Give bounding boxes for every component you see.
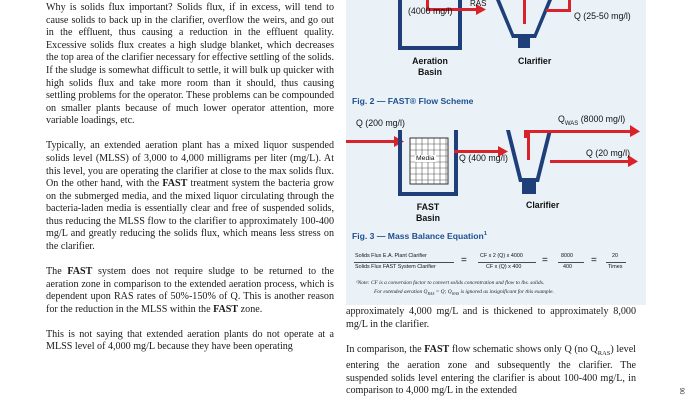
- fast-basin-floor: [398, 192, 458, 196]
- result-value: 20: [612, 253, 618, 259]
- figure3-title-text: Fig. 3 — Mass Balance Equation: [352, 231, 484, 241]
- fast-brand: FAST: [213, 303, 239, 315]
- fast-basin-wall-right: [454, 130, 458, 196]
- footnote-line-1: ¹Note: CF is a conversion factor to convert solids concentration and flow to lbs. solids.: [356, 280, 545, 286]
- paragraph-text: treatment system the bacteria grow on the submerged media, and the mixed liquor circulating through the bacteria-laden media is essentially clear and free of suspended solids, thus reducing the MLSS flow to the clarifier to approximately 100-400 mg/L and greatly reducing the solids flux, which means less stress on the clarifier.: [46, 178, 334, 253]
- fast-brand: FAST: [67, 266, 93, 278]
- fraction-bar-lhs: [354, 262, 454, 263]
- fraction-bar-result: [606, 262, 626, 263]
- figure3-title: [352, 231, 487, 241]
- was-arrow: [630, 125, 640, 137]
- fast-basin-label: FAST Basin: [416, 202, 440, 223]
- paragraph-extended-aeration: This is not saying that extended aeration plants do not operate at a MLSS level of 4,000 mg/L because they have been operating: [46, 328, 334, 353]
- right-column: [346, 306, 636, 400]
- paragraph-thickened: approximately 4,000 mg/L and is thickened to approximately 8,000 mg/L in the clarifier.: [346, 306, 636, 330]
- num-denominator: 400: [563, 264, 572, 270]
- was-label: [558, 114, 625, 127]
- paragraph-solids-flux: [46, 2, 334, 128]
- result-unit: Times: [608, 264, 623, 270]
- lhs-numerator: Solids Flux E.A. Plant Clarifier: [355, 253, 427, 259]
- footnote-sub: RAS: [427, 291, 435, 297]
- aeration-basin-label: Aeration Basin: [412, 56, 448, 77]
- basin-wall-right: [458, 0, 462, 50]
- paragraph-text: The: [46, 266, 68, 278]
- paragraph-text: Typically, an extended aeration plant has a mixed liquor suspended solids level (MLSS) of 3,000 to 4,000 milligrams per liter (mg/L). At this level, you are operating the clarifier at close to the max solids flux. On the other hand, with the: [46, 140, 334, 190]
- paragraph-comparison: [346, 344, 636, 398]
- fast-basin-wall-left: [398, 130, 402, 196]
- top-effluent-label: Q (25-50 mg/l): [574, 11, 631, 21]
- lhs-denominator: Solids Flux FAST System Clarifier: [355, 264, 436, 270]
- footnote-text: = Q; Q: [434, 289, 452, 295]
- figure-panel: [346, 0, 646, 305]
- effluent-label: Q (20 mg/l): [586, 148, 630, 158]
- effluent-line: [546, 9, 568, 12]
- footnote-text: is ignored as insignificant for this example.: [459, 289, 554, 295]
- was-value: (8000 mg/l): [578, 114, 626, 124]
- clarifier-baffle: [523, 0, 526, 24]
- equals-sign-2: =: [542, 255, 548, 266]
- clarifier-label: Clarifier: [518, 56, 552, 66]
- influent-label: Q (200 mg/l): [356, 118, 405, 128]
- figure2-title: Fig. 2 — FAST® Flow Scheme: [352, 96, 474, 106]
- lead-question: Why is solids flux important?: [46, 2, 173, 13]
- figure3-title-sup: 1: [483, 231, 487, 238]
- fraction-bar-num: [558, 262, 584, 263]
- equals-sign-1: =: [461, 255, 467, 266]
- fast-brand: FAST: [424, 343, 450, 355]
- paragraph-text: flow schematic shows only Q (no Q: [449, 343, 598, 355]
- was-subscript: WAS: [564, 120, 579, 127]
- equals-sign-3: =: [591, 255, 597, 266]
- fraction-bar-mid: [478, 262, 536, 263]
- footnote-sub: WAS: [451, 291, 460, 297]
- mid-numerator: CF x 2 (Q) x 4000: [480, 253, 523, 259]
- clarifier2-baffle: [527, 130, 530, 160]
- num-numerator: 8000: [561, 253, 573, 259]
- paragraph-text: ) level entering the aeration zone and subsequently the clarifier. The suspended solids level entering the clarifier is about 100-400 mg/L, in comparison to 4,000 mg/L in the extended: [346, 343, 636, 397]
- page-mark: 06: [680, 387, 687, 395]
- fast-brand: FAST: [162, 178, 188, 190]
- paragraph-text: zone.: [238, 303, 263, 315]
- effluent-riser: [568, 0, 571, 12]
- paragraph-ras: [46, 266, 334, 316]
- clarifier2-label: Clarifier: [526, 200, 560, 210]
- ras-label: RAS: [470, 0, 487, 8]
- footnote-text: For extended aeration Q: [374, 289, 428, 295]
- clarifier2-outlet: [522, 180, 536, 194]
- basin-wall-left: [398, 0, 402, 50]
- was-q: Q: [558, 114, 565, 124]
- clarifier-outlet: [518, 36, 530, 48]
- mid-denominator: CF x (Q) x 400: [486, 264, 522, 270]
- left-column: [46, 2, 334, 366]
- paragraph-text: Solids flux, if in excess, will tend to cause solids to back up in the clarifier, overflow the weirs, and go out in the effluent, thus causing a reduction in the effluent quality. Excessive solids flux creates a high sludge blanket, which decreases the top area of the clarifier necessary for effective settling of the solids. If the sludge is somewhat difficult to settle, it will bulk up quicker with high solids flux and take more room than it should, thus causing settling problems for the operator. These problems can be compounded on smaller plants because of much lower operator attention, more variable loadings, etc.: [46, 2, 334, 127]
- influent-line: [346, 140, 398, 143]
- paragraph-text: system does not require sludge to be returned to the aeration zone in comparison to the extended aeration process, which is dependent upon RAS rates of 50%-150% of Q. This is another reason for the reduction in the MLSS within the: [46, 266, 335, 315]
- media-label: Media: [416, 155, 435, 162]
- was-line: [524, 130, 632, 133]
- effluent2-line: [550, 160, 630, 163]
- paragraph-mlss: [46, 140, 334, 253]
- ras-subscript: RAS: [597, 349, 611, 357]
- mid-flow-label: Q (400 mg/l): [459, 153, 508, 163]
- top-inflow-label: (4000 mg/l): [408, 6, 453, 16]
- footnote-line-2: [374, 289, 554, 296]
- paragraph-text: In comparison, the: [346, 343, 425, 355]
- basin-floor: [398, 46, 462, 50]
